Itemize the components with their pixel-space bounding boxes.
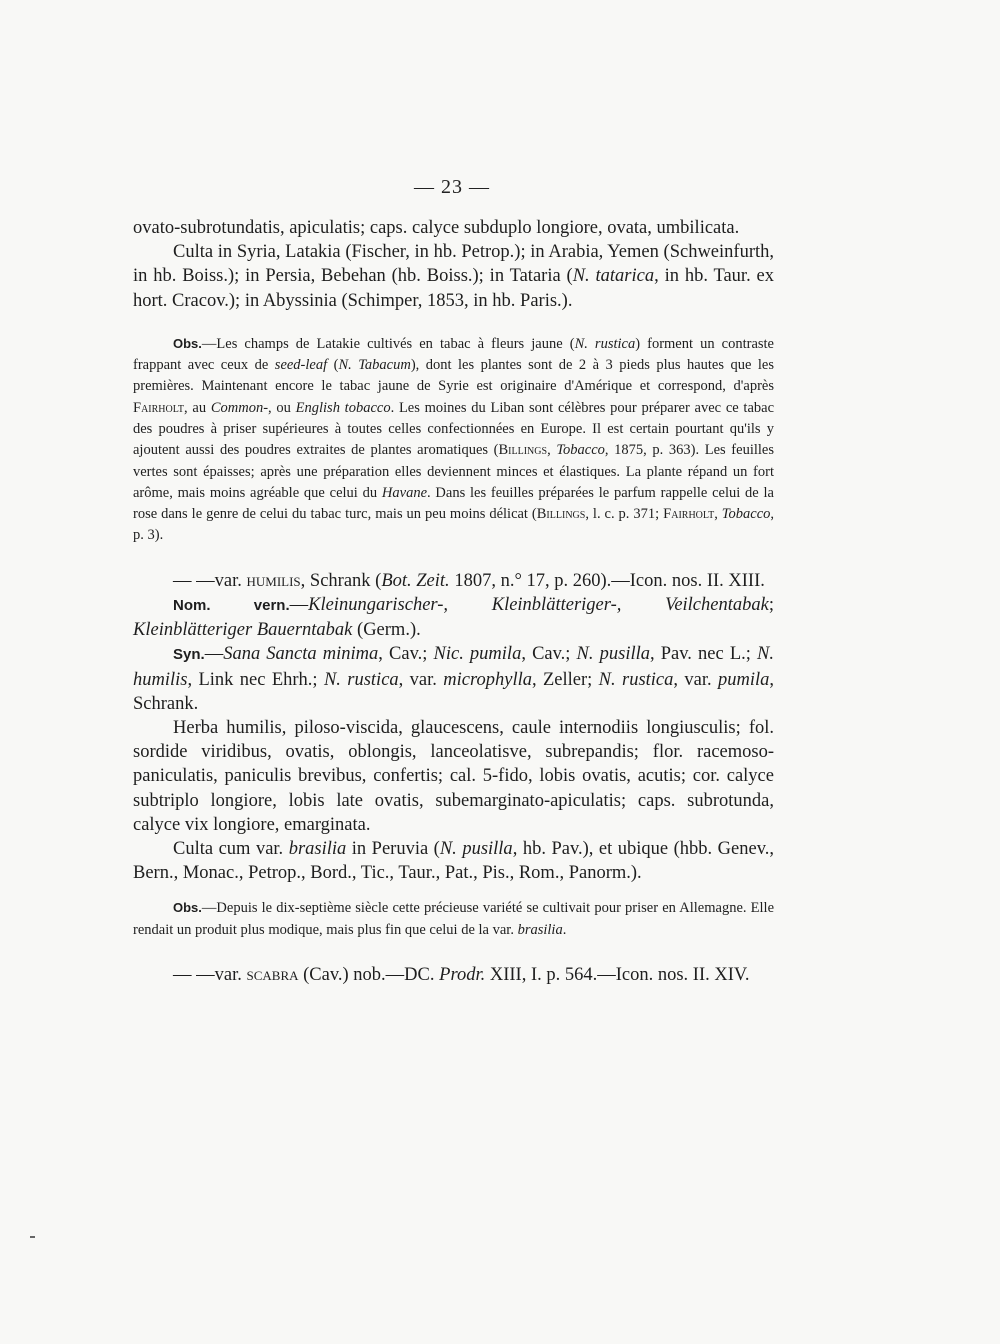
variety-humilis-heading: — —var. humilis, Schrank (Bot. Zeit. 1807, n.° 17, p. 260).—Icon. nos. II. XIII. — [173, 570, 765, 591]
synonyms: Syn.—Sana Sancta minima, Cav.; Nic. pumila, Cav.; N. pusilla, Pav. nec L.; N. humilis, Link nec Ehrh.; N. rustica, var. microphylla, Zeller; N. rustica, var. pumila, Schrank. — [133, 644, 774, 714]
margin-mark — [30, 1236, 35, 1238]
obs-label: Obs. — [173, 900, 202, 916]
nom-vern-label: Nom. vern. — [173, 596, 290, 614]
text-body — [133, 216, 774, 987]
observation-allemagne: Obs.—Depuis le dix-septième siècle cette précieuse variété se cultivait pour priser en Allemagne. Elle rendait un produit plus modique, mais plus fin que celui de la var. brasilia. — [133, 900, 774, 938]
syn-label: Syn. — [173, 646, 205, 664]
page-number: — 23 — — [414, 176, 490, 198]
paragraph-culta-syria: Culta in Syria, Latakia (Fischer, in hb. Petrop.); in Arabia, Yemen (Schweinfurth, in hb. Boiss.); in Persia, Bebehan (hb. Boiss.); in Tataria (N. tatarica, in hb. Taur. ex hort. Cracov.); in Abyssinia (Schimper, 1853, in hb. Paris.). — [133, 242, 775, 311]
variety-scabra-heading: — —var. scabra (Cav.) nob.—DC. Prodr. XIII, I. p. 564.—Icon. nos. II. XIV. — [173, 965, 750, 986]
obs-label: Obs. — [173, 335, 202, 351]
vernacular-names: Nom. vern.—Kleinungarischer-, Kleinblätteriger-, Veilchentabak; Kleinblätteriger Bauerntabak (Germ.). — [133, 594, 774, 641]
paragraph-herba-description: Herba humilis, piloso-viscida, glaucescens, caule internodiis longiusculis; fol. sordide viridibus, ovatis, oblongis, lanceolatisve, subrepandis; flor. racemoso-paniculatis, paniculis brevibus, confertis; cal. 5-fido, lobis ovatis, acutis; cor. calyce subtriplo longiore, lobis late ovatis, subemarginato-apiculatis; caps. subrotunda, calyce vix longiore, emarginata. — [133, 718, 774, 835]
observation-latakie: Obs.—Les champs de Latakie cultivés en tabac à fleurs jaune (N. rustica) forment un contraste frappant avec ceux de seed-leaf (N. Tabacum), dont les plantes sont de 2 à 3 pieds plus hautes que les premières. Maintenant encore le tabac jaune de Syrie est originaire d'Amérique et correspond, d'après Fairholt, au Common-, ou English tobacco. Les moines du Liban sont célèbres pour préparer avec ce tabac des poudres à priser supérieures à toutes celles confectionnées en Europe. Il est certain pourtant qu'ils y ajoutent aussi des poudres extraites de plantes aromatiques (Billings, Tobacco, 1875, p. 363). Les feuilles vertes sont épaisses; après une préparation elles deviennent minces et élastiques. La plante répand un fort arôme, mais moins agréable que celui du Havane. Dans les feuilles préparées le parfum rappelle celui de la rose dans le genre de celui du tabac turc, mais un peu moins délicat (Billings, l. c. p. 371; Fairholt, Tobacco, p. 3). — [133, 335, 775, 544]
paragraph-description-end: ovato-subrotundatis, apiculatis; caps. calyce subduplo longiore, ovata, umbilicata. — [133, 218, 740, 238]
paragraph-culta-peruvia: Culta cum var. brasilia in Peruvia (N. pusilla, hb. Pav.), et ubique (hbb. Genev., Bern., Monac., Petrop., Bord., Tic., Taur., Pat., Pis., Rom., Panorm.). — [133, 839, 774, 884]
